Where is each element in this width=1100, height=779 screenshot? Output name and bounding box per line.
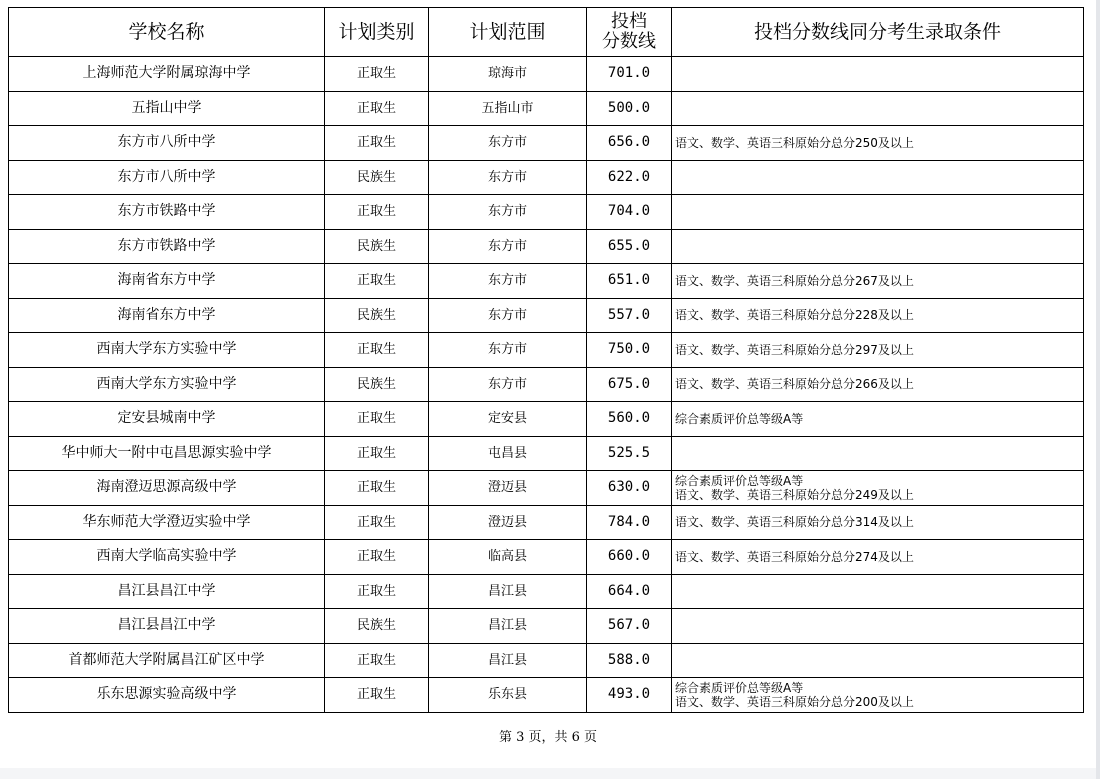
score-cell: 630.0 (587, 471, 672, 506)
conditions-cell (672, 298, 1084, 333)
plan-type-cell: 民族生 (325, 160, 429, 195)
plan-type-cell: 民族生 (325, 298, 429, 333)
plan-type-cell: 正取生 (325, 643, 429, 678)
header-score-line (587, 8, 672, 57)
score-cell: 660.0 (587, 540, 672, 575)
school-cell: 上海师范大学附属琼海中学 (9, 57, 325, 92)
plan-scope-cell: 定安县 (429, 402, 587, 437)
condition-line: 语文、数学、英语三科原始分总分249及以上 (675, 487, 914, 502)
conditions-cell (672, 505, 1084, 540)
condition-line: 语文、数学、英语三科原始分总分267及以上 (675, 273, 914, 288)
plan-type-cell: 正取生 (325, 436, 429, 471)
plan-type-cell: 正取生 (325, 402, 429, 437)
conditions-cell (672, 229, 1084, 264)
header-score-line-2: 分数线 (602, 31, 656, 52)
condition-line: 语文、数学、英语三科原始分总分297及以上 (675, 342, 914, 357)
table-header-row (9, 8, 1084, 57)
conditions-cell (672, 574, 1084, 609)
plan-type-cell: 正取生 (325, 540, 429, 575)
table-row (9, 678, 1084, 713)
plan-type-cell: 正取生 (325, 126, 429, 161)
score-cell: 675.0 (587, 367, 672, 402)
school-cell: 乐东思源实验高级中学 (9, 678, 325, 713)
school-cell: 首都师范大学附属昌江矿区中学 (9, 643, 325, 678)
conditions-cell (672, 609, 1084, 644)
plan-type-cell: 正取生 (325, 195, 429, 230)
table-row (9, 402, 1084, 437)
plan-scope-cell: 东方市 (429, 264, 587, 299)
score-cell: 493.0 (587, 678, 672, 713)
table-row (9, 609, 1084, 644)
plan-scope-cell: 东方市 (429, 229, 587, 264)
school-cell: 西南大学东方实验中学 (9, 333, 325, 368)
score-cell: 664.0 (587, 574, 672, 609)
school-cell: 昌江县昌江中学 (9, 609, 325, 644)
plan-scope-cell: 东方市 (429, 333, 587, 368)
plan-type-cell: 民族生 (325, 609, 429, 644)
table-row (9, 229, 1084, 264)
conditions-cell (672, 402, 1084, 437)
plan-type-cell: 民族生 (325, 229, 429, 264)
plan-scope-cell: 澄迈县 (429, 471, 587, 506)
conditions-cell (672, 264, 1084, 299)
conditions-cell (672, 126, 1084, 161)
plan-scope-cell: 昌江县 (429, 609, 587, 644)
plan-type-cell: 正取生 (325, 57, 429, 92)
table-row (9, 471, 1084, 506)
table-row (9, 160, 1084, 195)
plan-scope-cell: 屯昌县 (429, 436, 587, 471)
plan-type-cell: 正取生 (325, 574, 429, 609)
condition-line: 语文、数学、英语三科原始分总分266及以上 (675, 377, 914, 392)
plan-scope-cell: 澄迈县 (429, 505, 587, 540)
conditions-cell (672, 540, 1084, 575)
conditions-cell (672, 160, 1084, 195)
conditions-cell (672, 643, 1084, 678)
score-cell: 588.0 (587, 643, 672, 678)
header-plan-scope: 计划范围 (429, 8, 587, 57)
score-cell: 500.0 (587, 91, 672, 126)
condition-line: 语文、数学、英语三科原始分总分250及以上 (675, 135, 914, 150)
school-cell: 东方市铁路中学 (9, 195, 325, 230)
conditions-cell (672, 57, 1084, 92)
table-row (9, 643, 1084, 678)
school-cell: 昌江县昌江中学 (9, 574, 325, 609)
plan-scope-cell: 琼海市 (429, 57, 587, 92)
school-cell: 海南省东方中学 (9, 298, 325, 333)
score-cell: 557.0 (587, 298, 672, 333)
score-cell: 525.5 (587, 436, 672, 471)
header-school: 学校名称 (9, 8, 325, 57)
school-cell: 东方市八所中学 (9, 126, 325, 161)
condition-line: 综合素质评价总等级A等 (675, 473, 804, 488)
plan-type-cell: 正取生 (325, 333, 429, 368)
conditions-cell (672, 471, 1084, 506)
table-row (9, 574, 1084, 609)
plan-type-cell: 正取生 (325, 678, 429, 713)
table-body (9, 57, 1084, 713)
table-row (9, 91, 1084, 126)
plan-scope-cell: 东方市 (429, 126, 587, 161)
admission-score-table (8, 7, 1084, 713)
plan-scope-cell: 东方市 (429, 367, 587, 402)
score-cell: 567.0 (587, 609, 672, 644)
plan-type-cell: 正取生 (325, 91, 429, 126)
plan-scope-cell: 东方市 (429, 195, 587, 230)
school-cell: 东方市铁路中学 (9, 229, 325, 264)
table-row (9, 540, 1084, 575)
table-row (9, 298, 1084, 333)
plan-type-cell: 正取生 (325, 264, 429, 299)
table-row (9, 126, 1084, 161)
school-cell: 东方市八所中学 (9, 160, 325, 195)
school-cell: 西南大学东方实验中学 (9, 367, 325, 402)
school-cell: 五指山中学 (9, 91, 325, 126)
condition-line: 综合素质评价总等级A等 (675, 411, 804, 426)
table-row (9, 505, 1084, 540)
table-row (9, 57, 1084, 92)
plan-type-cell: 正取生 (325, 471, 429, 506)
score-cell: 651.0 (587, 264, 672, 299)
header-score-line-1: 投档 (611, 11, 647, 32)
score-cell: 655.0 (587, 229, 672, 264)
condition-line: 综合素质评价总等级A等 (675, 680, 804, 695)
plan-scope-cell: 昌江县 (429, 643, 587, 678)
plan-scope-cell: 五指山市 (429, 91, 587, 126)
score-cell: 701.0 (587, 57, 672, 92)
plan-scope-cell: 东方市 (429, 298, 587, 333)
plan-scope-cell: 临高县 (429, 540, 587, 575)
plan-type-cell: 民族生 (325, 367, 429, 402)
score-cell: 704.0 (587, 195, 672, 230)
header-conditions: 投档分数线同分考生录取条件 (672, 8, 1084, 57)
condition-line: 语文、数学、英语三科原始分总分228及以上 (675, 308, 914, 323)
plan-scope-cell: 东方市 (429, 160, 587, 195)
table-row (9, 333, 1084, 368)
header-plan-type: 计划类别 (325, 8, 429, 57)
conditions-cell (672, 333, 1084, 368)
conditions-cell (672, 678, 1084, 713)
plan-scope-cell: 昌江县 (429, 574, 587, 609)
school-cell: 华中师大一附中屯昌思源实验中学 (9, 436, 325, 471)
school-cell: 华东师范大学澄迈实验中学 (9, 505, 325, 540)
conditions-cell (672, 367, 1084, 402)
conditions-cell (672, 91, 1084, 126)
plan-type-cell: 正取生 (325, 505, 429, 540)
table-row (9, 264, 1084, 299)
plan-scope-cell: 乐东县 (429, 678, 587, 713)
conditions-cell (672, 195, 1084, 230)
condition-line: 语文、数学、英语三科原始分总分314及以上 (675, 515, 914, 530)
score-cell: 622.0 (587, 160, 672, 195)
score-cell: 656.0 (587, 126, 672, 161)
school-cell: 海南省东方中学 (9, 264, 325, 299)
school-cell: 西南大学临高实验中学 (9, 540, 325, 575)
page-number-footer: 第 3 页，共 6 页 (498, 730, 598, 745)
score-cell: 560.0 (587, 402, 672, 437)
conditions-cell (672, 436, 1084, 471)
condition-line: 语文、数学、英语三科原始分总分274及以上 (675, 549, 914, 564)
score-cell: 784.0 (587, 505, 672, 540)
table-row (9, 367, 1084, 402)
school-cell: 定安县城南中学 (9, 402, 325, 437)
condition-line: 语文、数学、英语三科原始分总分200及以上 (675, 694, 914, 709)
table-row (9, 195, 1084, 230)
school-cell: 海南澄迈思源高级中学 (9, 471, 325, 506)
table-row (9, 436, 1084, 471)
score-cell: 750.0 (587, 333, 672, 368)
viewer-edge (1096, 0, 1100, 779)
